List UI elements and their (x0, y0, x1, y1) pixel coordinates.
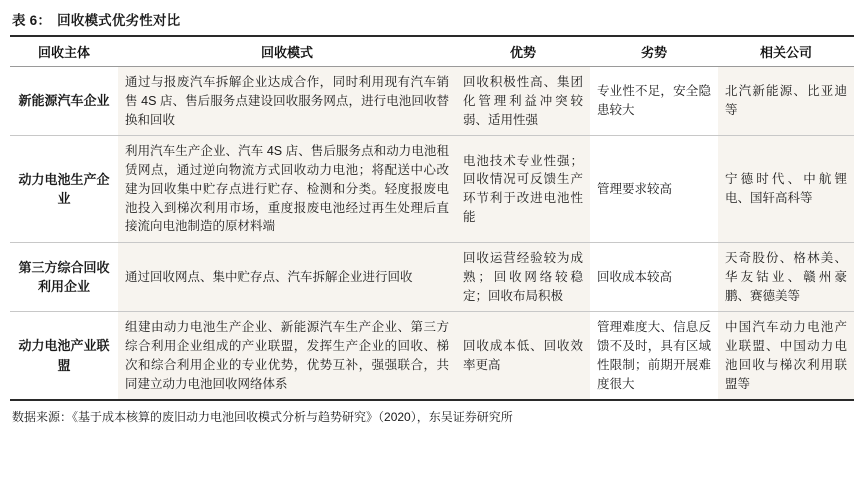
caption-title: 回收模式优劣性对比 (57, 13, 181, 28)
column-header-mode: 回收模式 (118, 36, 456, 67)
table-header-row (10, 36, 854, 67)
column-header-cons: 劣势 (590, 36, 718, 67)
cell-subject: 新能源汽车企业 (10, 67, 118, 136)
table-row (10, 67, 854, 136)
cell-cons: 回收成本较高 (590, 243, 718, 312)
cell-subject: 动力电池生产企业 (10, 136, 118, 243)
cell-pros: 电池技术专业性强；回收情况可反馈生产环节利于改进电池性能 (456, 136, 590, 243)
column-header-company: 相关公司 (718, 36, 854, 67)
cell-subject: 第三方综合回收利用企业 (10, 243, 118, 312)
table-row (10, 312, 854, 401)
cell-pros: 回收积极性高、集团化管理利益冲突较弱、适用性强 (456, 67, 590, 136)
caption-label: 表 6： (12, 13, 52, 28)
cell-company: 中国汽车动力电池产业联盟、中国动力电池回收与梯次利用联盟等 (718, 312, 854, 401)
cell-company: 宁德时代、中航锂电、国轩高科等 (718, 136, 854, 243)
cell-pros: 回收运营经验较为成熟；回收网络较稳定；回收布局积极 (456, 243, 590, 312)
cell-cons: 专业性不足，安全隐患较大 (590, 67, 718, 136)
table-caption (10, 6, 854, 35)
cell-mode: 通过与报废汽车拆解企业达成合作，同时利用现有汽车销售 4S 店、售后服务点建设回收服务网点，进行电池回收替换和回收 (118, 67, 456, 136)
cell-mode: 组建由动力电池生产企业、新能源汽车生产企业、第三方综合利用企业组成的产业联盟，发挥生产企业的回收、梯次和综合利用企业的专业优势，优势互补，强强联合，共同建立动力电池回收网络体系 (118, 312, 456, 401)
table-row (10, 136, 854, 243)
table-row (10, 243, 854, 312)
cell-mode: 利用汽车生产企业、汽车 4S 店、售后服务点和动力电池租赁网点，通过逆向物流方式回收动力电池；将配送中心改建为回收集中贮存点进行贮存、检测和分类。轻度报废电池投入到梯次利用市场，重度报废电池经过再生处理后直接流向电池制造的原材料端 (118, 136, 456, 243)
cell-mode: 通过回收网点、集中贮存点、汽车拆解企业进行回收 (118, 243, 456, 312)
column-header-pros: 优势 (456, 36, 590, 67)
cell-cons: 管理要求较高 (590, 136, 718, 243)
cell-company: 北汽新能源、比亚迪等 (718, 67, 854, 136)
cell-cons: 管理难度大、信息反馈不及时，具有区域性限制；前期开展难度很大 (590, 312, 718, 401)
source-label: 数据来源： (12, 410, 73, 425)
comparison-table (10, 35, 854, 401)
cell-pros: 回收成本低、回收效率更高 (456, 312, 590, 401)
source-text: 《基于成本核算的废旧动力电池回收模式分析与趋势研究》（2020），东吴证券研究所 (72, 410, 513, 425)
column-header-subject: 回收主体 (10, 36, 118, 67)
source-note (10, 401, 854, 425)
cell-company: 天奇股份、格林美、华友钴业、赣州豪鹏、赛德美等 (718, 243, 854, 312)
cell-subject: 动力电池产业联盟 (10, 312, 118, 401)
